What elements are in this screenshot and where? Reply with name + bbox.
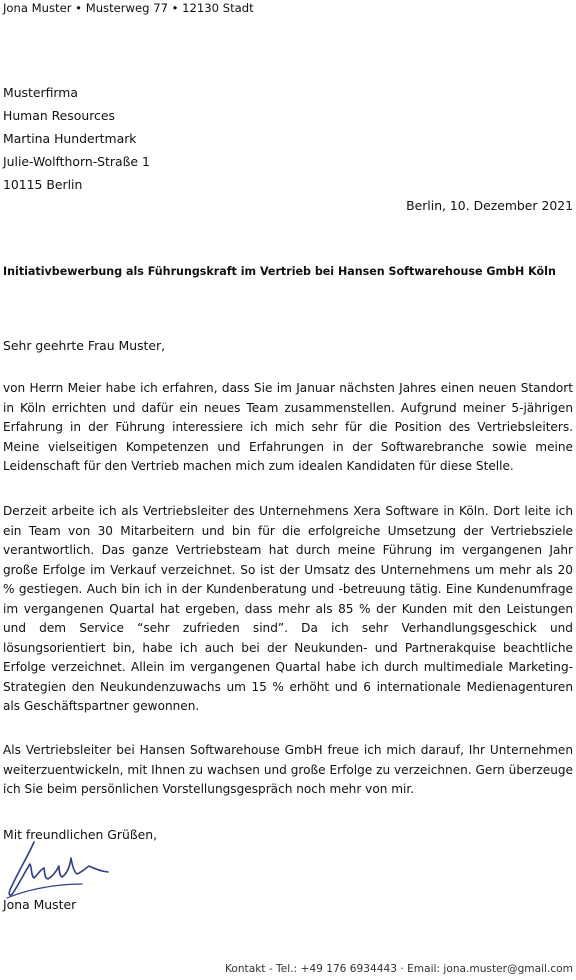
salutation: Sehr geehrte Frau Muster, bbox=[3, 338, 166, 353]
recipient-department: Human Resources bbox=[3, 108, 115, 123]
recipient-city: 10115 Berlin bbox=[3, 177, 83, 192]
letter-subject: Initiativbewerbung als Führungskraft im Vertrieb bei Hansen Softwarehouse GmbH Köln bbox=[3, 265, 556, 278]
letter-date: Berlin, 10. Dezember 2021 bbox=[406, 198, 573, 213]
recipient-person: Martina Hundertmark bbox=[3, 131, 137, 146]
closing-phrase: Mit freundlichen Grüßen, bbox=[3, 827, 158, 842]
recipient-street: Julie-Wolfthorn-Straße 1 bbox=[3, 154, 150, 169]
signer-name: Jona Muster bbox=[3, 897, 77, 912]
sender-address-line: Jona Muster • Musterweg 77 • 12130 Stadt bbox=[3, 1, 254, 15]
recipient-address-block bbox=[3, 81, 150, 196]
body-paragraph-1: von Herrn Meier habe ich erfahren, dass Sie im Januar nächsten Jahres einen neuen Standort in Köln errichten und dafür ein neues Team zusammenstellen. Aufgrund meiner 5-jährigen Erfahrung in der Führung interessiere ich mich sehr für die Position des Vertriebsleiters. Meine vielseitigen Kompetenzen und Erfahrungen in der Softwarebranche sowie meine Leidenschaft für den Vertrieb machen mich zum idealen Kandidaten für diese Stelle. bbox=[3, 381, 573, 473]
recipient-company: Musterfirma bbox=[3, 85, 78, 100]
contact-footer: Kontakt - Tel.: +49 176 6934443 · Email: jona.muster@gmail.com bbox=[224, 963, 573, 975]
body-paragraph-2: Derzeit arbeite ich als Vertriebsleiter des Unternehmens Xera Software in Köln. Dort leite ich ein Team von 30 Mitarbeitern und bin für die erfolgreiche Umsetzung der Vertriebsziele verantwortlich. Das ganze Vertriebsteam hat durch meine Führung im vergangenen Jahr große Erfolge im Verkauf verzeichnet. So ist der Umsatz des Unternehmens um mehr als 20 % gestiegen. Auch bin ich in der Kundenberatung und -betreuung tätig. Eine Kundenumfrage im vergangenen Quartal hat ergeben, dass mehr als 85 % der Kunden mit den Leistungen und dem Service “sehr zufrieden sind”. Da ich sehr Verhandlungsgeschick und lösungsorientiert bin, habe ich auch bei der Neukunden- und Partnerakquise beachtliche Erfolge verzeichnet. Allein im vergangenen Quartal habe ich durch multimediale Marketing-Strategien den Neukundenzuwachs um 15 % erhöht und 6 internationale Medienagenturen als Geschäftspartner gewonnen. bbox=[3, 504, 573, 713]
body-paragraph-3: Als Vertriebsleiter bei Hansen Softwarehouse GmbH freue ich mich darauf, Ihr Unternehmen weiterzuentwickeln, mit Ihnen zu wachsen und große Erfolge zu verzeichnen. Gern überzeuge ich Sie beim persönlichen Vorstellungsgespräch noch mehr von mir. bbox=[3, 743, 573, 796]
